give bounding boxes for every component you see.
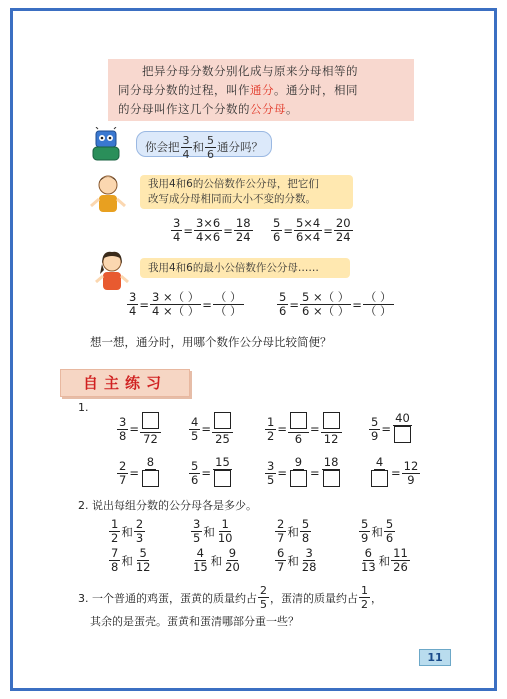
equation-5-6-blank: $\frac{5}{6}$ = $\frac{5 \times( )}{6 \times( )}$ = $\frac{( )}{( )}$ <box>279 290 392 318</box>
denominator: 6 <box>385 531 394 545</box>
question-bubble <box>136 131 272 161</box>
ex2-pair <box>108 518 146 545</box>
numerator: 20 <box>335 216 351 230</box>
ex2-pair <box>190 518 235 545</box>
denominator: 28 <box>301 560 317 574</box>
numerator: 5 <box>273 216 281 230</box>
denominator: 3 <box>135 531 144 545</box>
and-word: 和 <box>371 524 383 539</box>
ex1-item: $\frac{2}{7}$ = 8 <box>116 456 162 490</box>
answer-box[interactable] <box>214 470 231 487</box>
page-number: 11 <box>419 649 451 666</box>
ex1-item: $\frac{1}{2}$ = 6 = 12 <box>264 412 343 446</box>
girl-character-icon <box>92 250 132 292</box>
and-word: 和 <box>210 553 223 568</box>
numerator: 5 <box>207 134 214 147</box>
denominator: （ ） <box>364 304 392 318</box>
denominator: 12 <box>323 432 339 446</box>
denominator: 4 <box>182 148 190 161</box>
and-word: 和 <box>121 553 133 568</box>
denominator: 8 <box>111 560 119 574</box>
denominator: 6 <box>191 472 199 487</box>
denominator: 6 <box>273 230 281 244</box>
denominator: 6 <box>279 304 287 318</box>
numerator: 15 <box>215 455 230 469</box>
numerator: 6 <box>364 546 372 560</box>
ex2-pair <box>274 547 319 574</box>
numerator: 5 <box>385 517 394 531</box>
and-word: 和 <box>287 524 299 539</box>
definition-text: 同分母分数的过程，叫作 <box>118 83 250 97</box>
numerator: 3 ×（ ） <box>151 290 200 304</box>
denominator: 2 <box>267 428 275 443</box>
and-word: 和 <box>287 553 299 568</box>
exercise-3-text: 3. 一个普通的鸡蛋，蛋黄的质量约占 <box>78 591 257 605</box>
numerator: 5 <box>301 517 310 531</box>
numerator: 5 <box>371 414 379 429</box>
denominator: 24 <box>235 230 251 244</box>
denominator: 5 <box>260 598 267 611</box>
exercise-3-line-1 <box>78 584 382 611</box>
ex1-item: $\frac{4}{5}$ = 25 <box>188 412 234 446</box>
answer-box[interactable] <box>394 426 411 443</box>
numerator: 9 <box>228 546 237 560</box>
robot-character-icon <box>86 127 126 163</box>
ex1-item: $\frac{5}{6}$ = 15 <box>191 455 230 487</box>
denominator: 7 <box>277 531 285 545</box>
answer-box[interactable] <box>371 470 388 487</box>
answer-box[interactable] <box>290 412 307 429</box>
denominator: 9 <box>407 472 415 487</box>
definition-text: 。 <box>286 102 298 116</box>
definition-box <box>108 59 414 121</box>
definition-text: 的分母叫作这几个分数的 <box>118 102 250 116</box>
question-text: 和 <box>192 140 204 154</box>
denominator: 9 <box>361 531 369 545</box>
numerator: 3×6 <box>195 216 221 230</box>
denominator: 6 <box>207 148 214 161</box>
numerator: 1 <box>111 517 119 531</box>
numerator: 11 <box>393 546 408 560</box>
question-text: 你会把 <box>145 140 180 154</box>
denominator: 4 <box>129 304 137 318</box>
denominator: 7 <box>277 560 285 574</box>
ex1-item: $\frac{3}{5}$ = 9 = 18 <box>267 455 339 487</box>
denominator: 8 <box>119 428 127 443</box>
numerator: 5 <box>361 517 369 531</box>
denominator: 5 <box>191 428 199 443</box>
and-word: 和 <box>203 524 215 539</box>
section-title: 自主练习 <box>60 369 190 397</box>
numerator: 7 <box>111 546 119 560</box>
ex2-pair <box>358 518 396 545</box>
numerator: （ ） <box>214 290 242 304</box>
exercise-2-label: 2. 说出每组分数的公分母各是多少。 <box>78 499 257 512</box>
denominator: 7 <box>119 472 127 487</box>
denominator: 25 <box>215 432 230 446</box>
numerator: 4 <box>191 414 199 429</box>
denominator: 6 ×（ ） <box>301 304 350 318</box>
numerator: 3 <box>305 546 313 560</box>
denominator: 8 <box>301 531 310 545</box>
bubble-line: 改写成分母相同而大小不变的分数。 <box>148 193 316 205</box>
ex2-pair <box>108 547 153 574</box>
numerator: 2 <box>135 517 144 531</box>
denominator: 6 <box>294 432 303 446</box>
ex1-item: 4 = $\frac{12}{9}$ <box>368 456 421 490</box>
numerator: 3 <box>182 134 190 147</box>
numerator: 5 <box>139 546 147 560</box>
boy-character-icon <box>88 172 128 216</box>
answer-box[interactable] <box>290 470 307 487</box>
numerator: 3 <box>173 216 181 230</box>
numerator: 1 <box>267 414 275 429</box>
ex2-pair <box>274 518 312 545</box>
equation-5-6: $\frac{5}{6}$ = $\frac{5\times 4}{6\times 4}$ = $\frac{20}{24}$ <box>273 216 351 244</box>
numerator: 1 <box>361 584 368 597</box>
numerator: 18 <box>235 216 251 230</box>
denominator: 5 <box>267 472 275 487</box>
numerator: 3 <box>129 290 137 304</box>
numerator: 2 <box>277 517 285 531</box>
ex1-item: $\frac{3}{8}$ = 72 <box>116 412 162 446</box>
denominator: 72 <box>143 432 158 446</box>
bubble-line: 我用4和6的公倍数作公分母，把它们 <box>148 178 319 190</box>
numerator: 3 <box>193 517 201 531</box>
question-text: 通分吗？ <box>217 140 263 154</box>
numerator: 5 <box>279 290 287 304</box>
numerator: 3 <box>267 458 275 473</box>
denominator: 24 <box>335 230 351 244</box>
denominator: 4 <box>173 230 181 244</box>
think-question: 想一想，通分时，用哪个数作公分母比较简便？ <box>90 335 332 349</box>
numerator: 8 <box>146 455 155 469</box>
denominator: 4×6 <box>195 230 221 244</box>
definition-line-3 <box>118 100 404 119</box>
numerator: 18 <box>323 455 339 469</box>
exercise-3-text: ，蛋清的质量约占 <box>270 591 358 605</box>
denominator: 26 <box>393 560 408 574</box>
numerator: （ ） <box>364 290 392 304</box>
answer-box[interactable] <box>323 470 340 487</box>
term-gongfenmu: 公分母 <box>250 102 286 116</box>
ex1-item: $\frac{5}{9}$ = 40 <box>371 411 410 443</box>
denominator: 2 <box>111 531 119 545</box>
exercise-1-label: 1. <box>78 401 89 414</box>
numerator: 2 <box>119 458 127 473</box>
answer-box[interactable] <box>323 412 340 429</box>
numerator: 12 <box>403 458 419 473</box>
numerator: 9 <box>294 455 303 469</box>
answer-box[interactable] <box>142 412 159 429</box>
numerator: 4 <box>196 546 204 560</box>
ex2-pair <box>190 547 243 574</box>
denominator: 2 <box>361 598 368 611</box>
numerator: 3 <box>119 414 127 429</box>
denominator: 6×4 <box>295 230 321 244</box>
definition-text: 。通分时，相同 <box>274 83 358 97</box>
denominator: 20 <box>225 560 240 574</box>
answer-box[interactable] <box>214 412 231 429</box>
denominator: 12 <box>135 560 151 574</box>
denominator: 13 <box>361 560 376 574</box>
definition-line-2 <box>118 81 404 100</box>
numerator: 5 ×（ ） <box>301 290 350 304</box>
numerator: 6 <box>277 546 285 560</box>
exercise-3-text: ， <box>371 591 382 605</box>
equation-3-4-blank: $\frac{3}{4}$ = $\frac{3 \times( )}{4 \times( )}$ = $\frac{( )}{( )}$ <box>129 290 242 318</box>
girl-speech-bubble: 我用4和6的最小公倍数作公分母…… <box>140 258 350 278</box>
definition-line-1: 把异分母分数分别化成与原来分母相等的 <box>142 64 358 78</box>
denominator: 5 <box>193 531 201 545</box>
and-word: 和 <box>121 524 133 539</box>
numerator: 5×4 <box>295 216 321 230</box>
numerator: 4 <box>375 455 384 469</box>
ex2-pair <box>358 547 411 574</box>
denominator: （ ） <box>214 304 242 318</box>
numerator: 1 <box>221 517 229 531</box>
numerator: 2 <box>260 584 267 597</box>
numerator: 40 <box>395 411 410 425</box>
denominator: 4 ×（ ） <box>151 304 200 318</box>
equation-3-4: $\frac{3}{4}$ = $\frac{3\times 6}{4\times 6}$ = $\frac{18}{24}$ <box>173 216 251 244</box>
denominator: 15 <box>193 560 208 574</box>
and-word: 和 <box>378 553 391 568</box>
exercise-3-line-2: 其余的是蛋壳。蛋黄和蛋清哪部分重一些？ <box>90 615 299 628</box>
boy-speech-bubble <box>140 175 353 209</box>
denominator: 10 <box>217 531 233 545</box>
term-tongfen: 通分 <box>250 83 274 97</box>
denominator: 9 <box>371 428 379 443</box>
answer-box[interactable] <box>142 470 159 487</box>
numerator: 5 <box>191 458 199 473</box>
